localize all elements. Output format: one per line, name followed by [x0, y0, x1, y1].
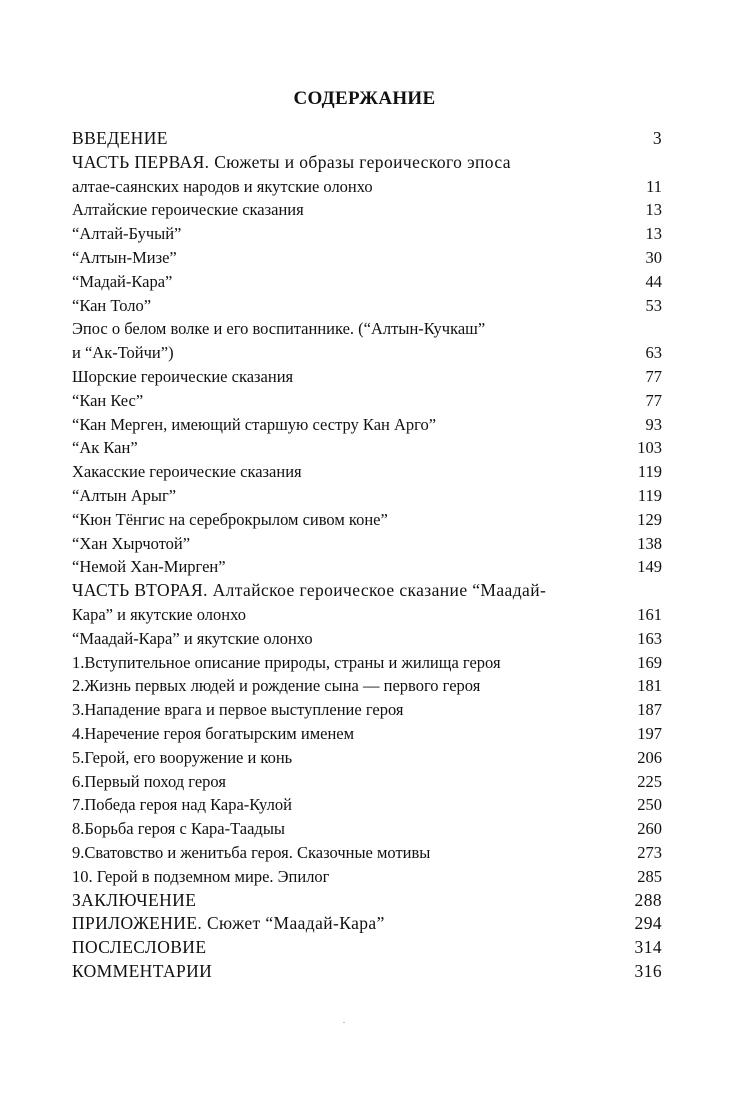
- scan-speck: [343, 1022, 345, 1023]
- toc-entry-part-two: [72, 579, 662, 603]
- toc-entry: [72, 365, 662, 389]
- toc-entry: [72, 698, 662, 722]
- toc-page-number: 273: [637, 842, 662, 862]
- toc-entry: [72, 508, 662, 532]
- toc-entry-title: “Немой Хан-Мирген”: [72, 557, 226, 577]
- toc-entry-title: ЧАСТЬ ВТОРАЯ. Алтайское героическое сказание “Маадай-: [72, 580, 547, 601]
- toc-entry-title: Кара” и якутские олонхо: [72, 604, 246, 624]
- toc-entry: [72, 413, 662, 437]
- toc-entry: [72, 222, 662, 246]
- toc-entry: [72, 532, 662, 556]
- toc-page-number: 11: [646, 176, 662, 196]
- toc-entry: [72, 627, 662, 651]
- toc-entry-title: “Кан Кес”: [72, 390, 144, 410]
- toc-entry-title: ЧАСТЬ ПЕРВАЯ. Сюжеты и образы героического эпоса: [72, 151, 511, 172]
- toc-entry-title: “Ак Кан”: [72, 438, 138, 458]
- toc-entry-title: 8.Борьба героя с Кара-Таадыы: [72, 819, 286, 839]
- toc-page-number: 119: [637, 485, 662, 505]
- toc-entry-title: 5.Герой, его вооружение и конь: [72, 747, 293, 767]
- toc-page-number: 260: [637, 819, 662, 839]
- toc-entry-title: 1.Вступительное описание природы, страны и жилища героя: [72, 652, 501, 672]
- toc-entry-title: “Мадай-Кара”: [72, 271, 173, 291]
- toc-page-number: 30: [645, 247, 662, 267]
- toc-entry: [72, 341, 662, 365]
- toc-entry: [72, 460, 662, 484]
- toc-entry: [72, 317, 662, 341]
- toc-entry-title: 2.Жизнь первых людей и рождение сына — первого героя: [72, 676, 481, 696]
- toc-entry-title: КОММЕНТАРИИ: [72, 960, 213, 981]
- toc-entry: [72, 603, 662, 627]
- toc-entry: [72, 294, 662, 318]
- toc-entry: [72, 246, 662, 270]
- toc-entry-title: Шорские героические сказания: [72, 366, 294, 386]
- toc-entry: [72, 270, 662, 294]
- toc-page-number: 103: [637, 438, 662, 458]
- toc-entry: [72, 389, 662, 413]
- toc-entry-title: ПОСЛЕСЛОВИЕ: [72, 937, 207, 958]
- toc-entry-commentary: [72, 960, 662, 984]
- toc-entry-title: “Кан Мерген, имеющий старшую сестру Кан Арго”: [72, 414, 437, 434]
- toc-entry: [72, 770, 662, 794]
- toc-entry: [72, 746, 662, 770]
- toc-entry: [72, 198, 662, 222]
- toc-page-number: 163: [637, 628, 662, 648]
- toc-page-number: 314: [634, 937, 662, 958]
- toc-entry: [72, 175, 662, 199]
- toc-entry-title: 9.Сватовство и женитьба героя. Сказочные мотивы: [72, 842, 431, 862]
- toc-entry: [72, 436, 662, 460]
- page-title: СОДЕРЖАНИЕ: [293, 88, 436, 109]
- toc-entry-title: и “Ак-Тойчи”): [72, 343, 174, 363]
- toc-page-number: 138: [637, 533, 662, 553]
- toc-page-number: 181: [637, 676, 662, 696]
- toc-page-number: 285: [637, 866, 662, 886]
- toc-entry-title: 7.Победа героя над Кара-Кулой: [72, 795, 292, 815]
- toc-page-number: 53: [645, 295, 662, 315]
- toc-entry-title: “Хан Хырчотой”: [72, 533, 191, 553]
- toc-entry-title: 6.Первый поход героя: [72, 771, 226, 791]
- toc-entry: [72, 793, 662, 817]
- toc-entry-title: Эпос о белом волке и его воспитаннике. (“Алтын-Кучкаш”: [72, 319, 486, 339]
- toc-page-number: 250: [637, 795, 662, 815]
- toc-entry-title: Алтайские героические сказания: [72, 200, 304, 220]
- toc-entry-title: 10. Герой в подземном мире. Эпилог: [72, 866, 330, 886]
- toc-entry: [72, 651, 662, 675]
- toc-page-number: 316: [634, 960, 662, 981]
- table-of-contents: [72, 127, 662, 984]
- toc-page-number: 13: [645, 224, 662, 244]
- toc-page-number: 225: [637, 771, 662, 791]
- toc-entry-part-one: [72, 151, 662, 175]
- toc-entry-conclusion: [72, 889, 662, 913]
- toc-entry-title: Хакасские героические сказания: [72, 462, 302, 482]
- toc-entry-title: “Алтай-Бучый”: [72, 224, 182, 244]
- toc-entry: [72, 674, 662, 698]
- toc-page-number: 13: [645, 200, 662, 220]
- toc-entry: [72, 841, 662, 865]
- toc-entry: [72, 484, 662, 508]
- toc-page-number: 288: [634, 889, 662, 910]
- toc-entry: [72, 722, 662, 746]
- toc-page-number: 149: [637, 557, 662, 577]
- toc-entry-title: “Кюн Тёнгис на сереброкрылом сивом коне”: [72, 509, 388, 529]
- toc-entry-title: “Алтын-Мизе”: [72, 247, 177, 267]
- toc-entry-appendix: [72, 912, 662, 936]
- toc-entry-title: ЗАКЛЮЧЕНИЕ: [72, 889, 197, 910]
- toc-page-number: 294: [634, 913, 662, 934]
- toc-entry: [72, 865, 662, 889]
- toc-page-number: 129: [637, 509, 662, 529]
- toc-entry-title: “Маадай-Кара” и якутские олонхо: [72, 628, 313, 648]
- toc-page-number: 161: [637, 604, 662, 624]
- toc-page-number: 77: [645, 390, 662, 410]
- toc-entry: [72, 817, 662, 841]
- toc-page-number: 119: [637, 462, 662, 482]
- toc-page-number: 77: [645, 366, 662, 386]
- toc-page-number: 44: [645, 271, 662, 291]
- toc-page-number: 63: [645, 343, 662, 363]
- toc-page-number: 206: [637, 747, 662, 767]
- toc-page-number: 169: [637, 652, 662, 672]
- toc-page-number: 3: [652, 128, 662, 148]
- toc-entry-title: ПРИЛОЖЕНИЕ. Сюжет “Маадай-Кара”: [72, 913, 385, 934]
- toc-entry-title: “Кан Толо”: [72, 295, 152, 315]
- toc-entry-title: ВВЕДЕНИЕ: [72, 128, 168, 148]
- toc-page-number: 93: [645, 414, 662, 434]
- toc-entry-title: 4.Наречение героя богатырским именем: [72, 723, 355, 743]
- toc-entry-title: “Алтын Арыг”: [72, 485, 177, 505]
- toc-entry-introduction: [72, 127, 662, 151]
- toc-page-number: 197: [637, 723, 662, 743]
- toc-entry: [72, 555, 662, 579]
- toc-entry-title: алтае-саянских народов и якутские олонхо: [72, 176, 373, 196]
- toc-entry-title: 3.Нападение врага и первое выступление героя: [72, 700, 404, 720]
- toc-entry-afterword: [72, 936, 662, 960]
- toc-page-number: 187: [637, 700, 662, 720]
